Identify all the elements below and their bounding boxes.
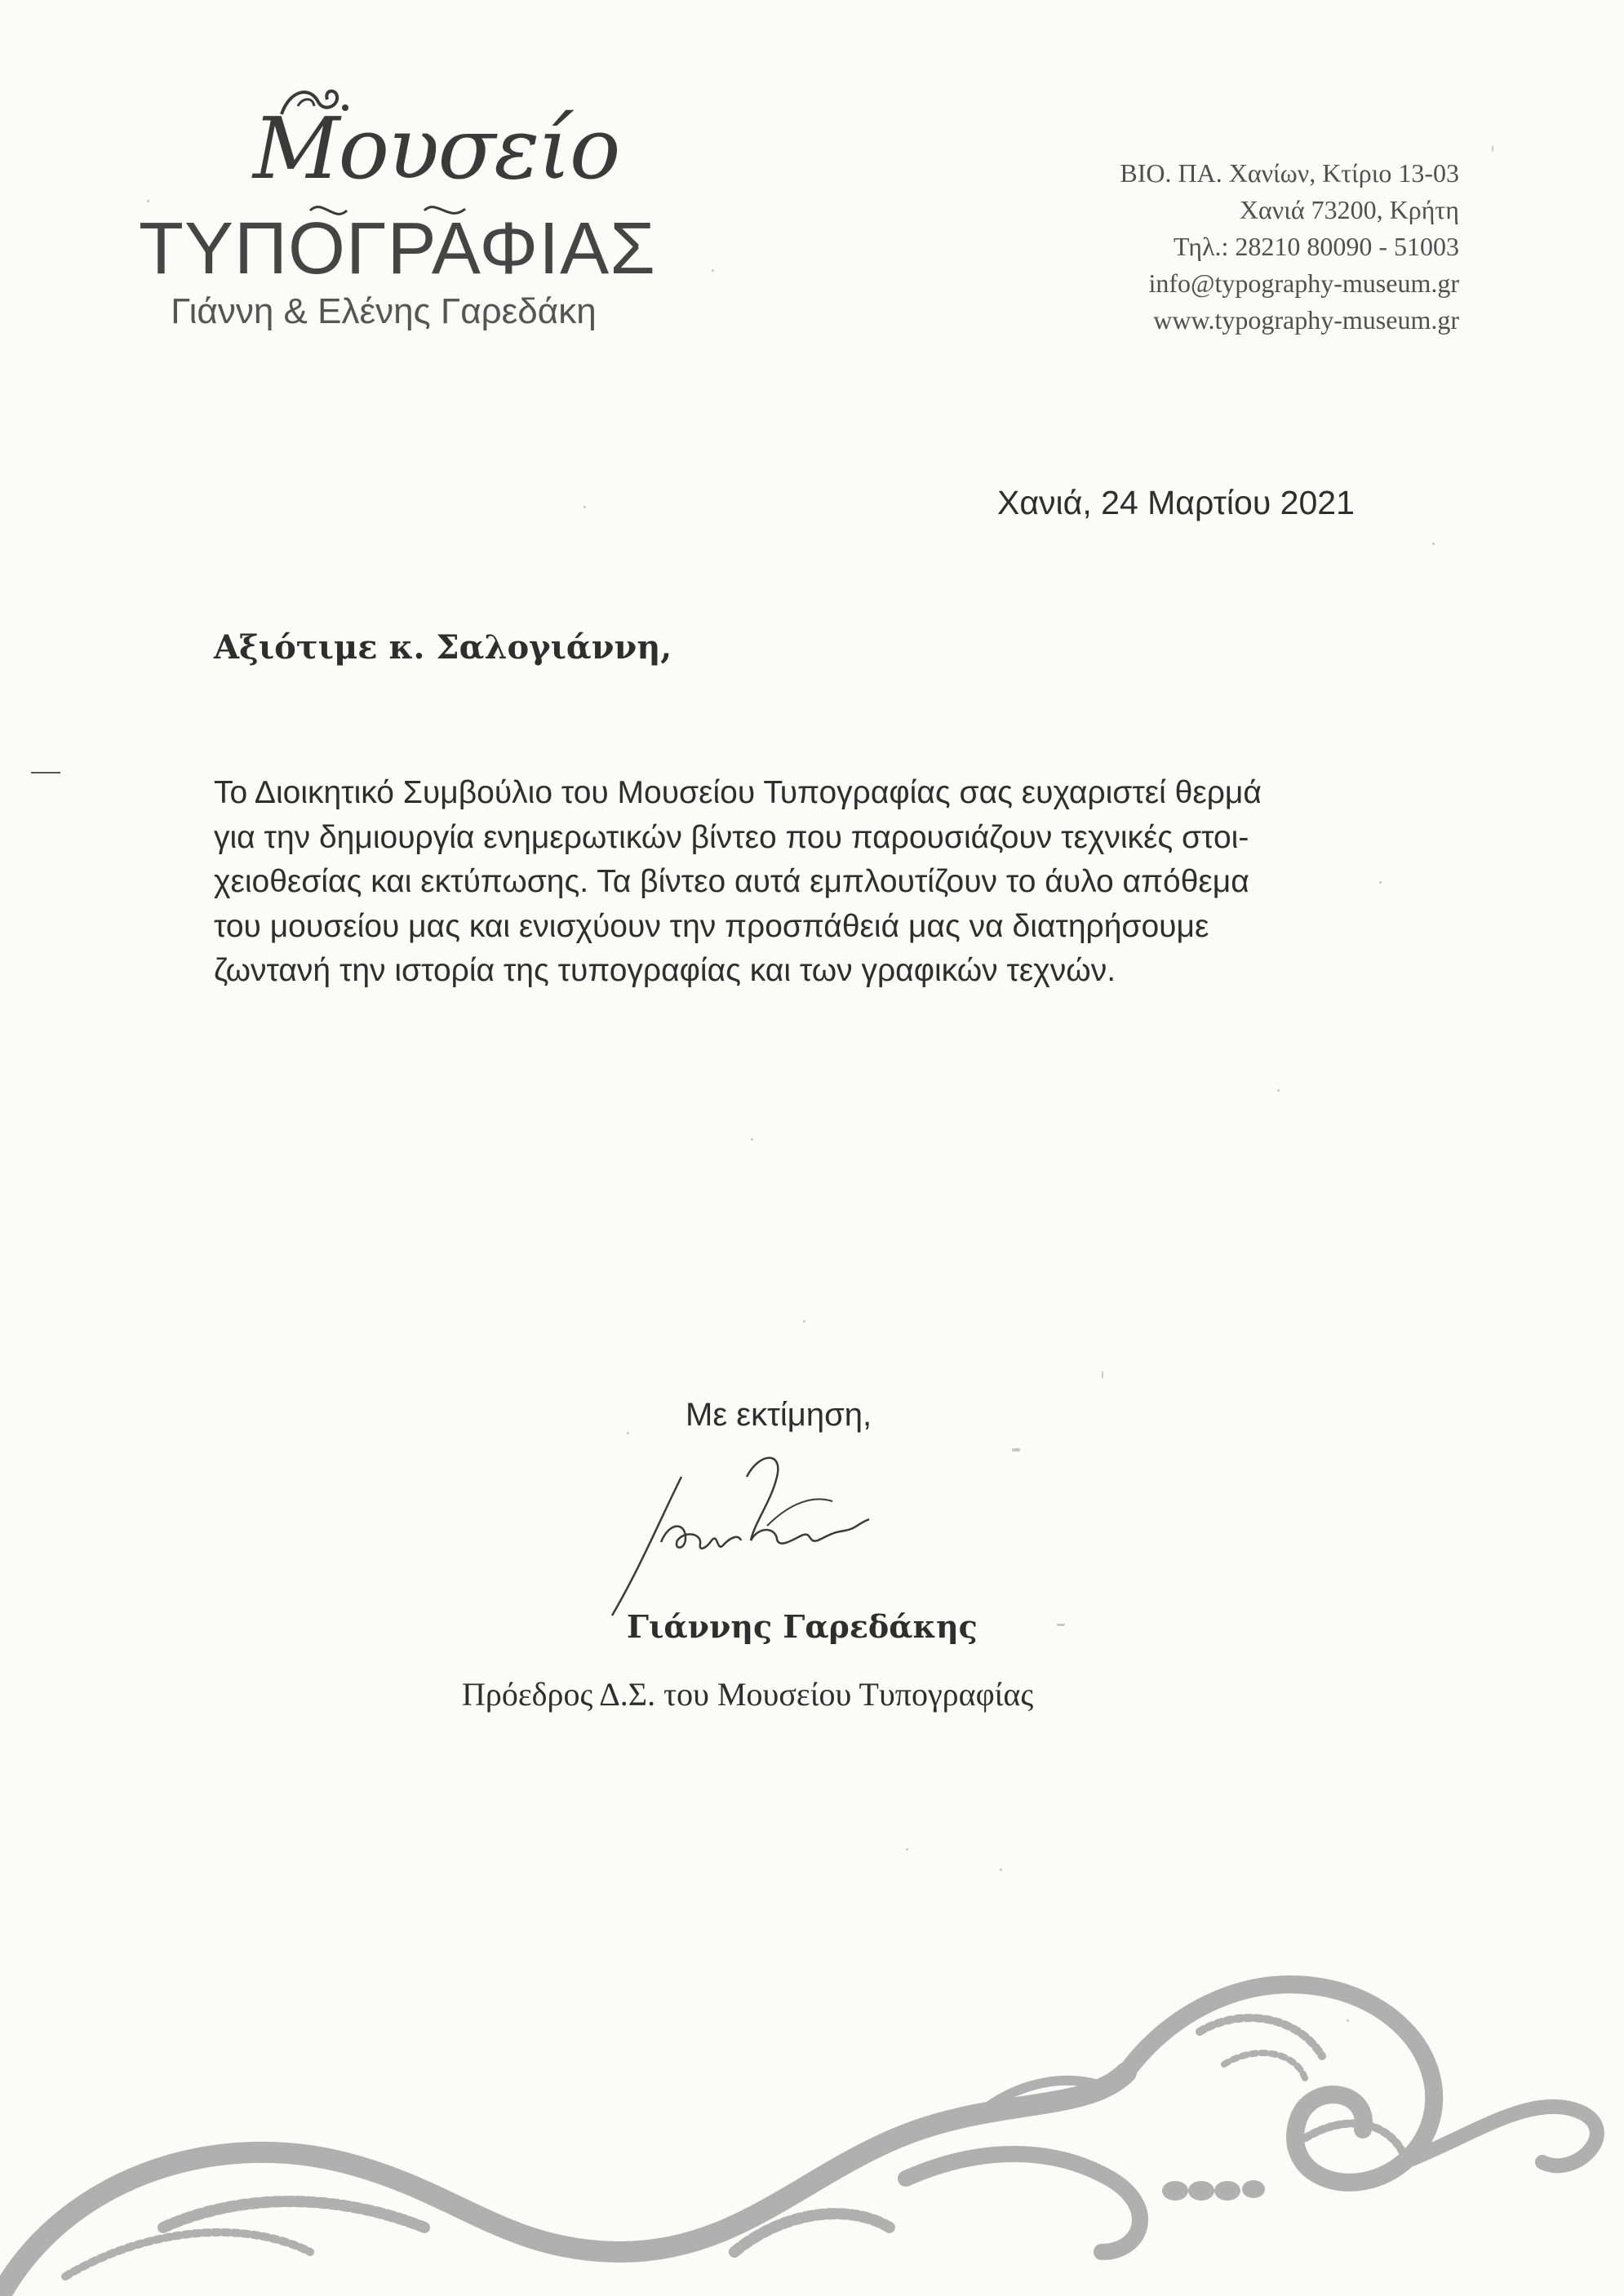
address-block: [1120, 155, 1459, 339]
acanthus-ornament-icon: [0, 1868, 1624, 2296]
body-line: χειοθεσίας και εκτύπωσης. Τα βίντεο αυτά εμπλουτίζουν το άυλο απόθεμα: [214, 864, 1249, 899]
signer-title: Πρόεδρος Δ.Σ. του Μουσείου Τυπογραφίας: [462, 1676, 1034, 1713]
closing: Με εκτίμηση,: [686, 1397, 872, 1433]
paper-speck: [1277, 1089, 1280, 1092]
paper-speck: [1057, 1624, 1065, 1626]
paper-speck: [1432, 543, 1435, 545]
paper-speck: [712, 269, 714, 272]
museum-logo: [139, 82, 661, 343]
paper-speck: [1012, 1448, 1020, 1452]
paper-speck: [627, 1432, 629, 1434]
body-line: Το Διοικητικό Συμβούλιο του Μουσείου Τυπογραφίας σας ευχαριστεί θερμά: [214, 775, 1262, 810]
body-line: για την δημιουργία ενημερωτικών βίντεο που παρουσιάζουν τεχνικές στοι-: [214, 819, 1249, 855]
letter-date: Χανιά, 24 Μαρτίου 2021: [997, 484, 1355, 521]
body-line: του μουσείου μας και ενισχύουν την προσπάθειά μας να διατηρήσουμε: [214, 908, 1209, 944]
paper-speck: [1492, 145, 1493, 152]
handwritten-signature: [563, 1444, 955, 1624]
website-line: www.typography-museum.gr: [1153, 305, 1459, 335]
paper-speck: [906, 1848, 908, 1851]
logo-script-word: Μουσείο: [253, 99, 619, 198]
address-line: Χανιά 73200, Κρήτη: [1239, 195, 1459, 224]
signer-name: Γιάννης Γαρεδάκης: [627, 1608, 978, 1645]
email-line: info@typography-museum.gr: [1148, 268, 1459, 298]
paper-speck: [803, 1320, 805, 1323]
logo-caps-word: ΤΥΠΟΓΡΑΦΙΑΣ: [139, 208, 656, 290]
logo-subtitle: Γιάννη & Ελένης Γαρεδάκη: [171, 291, 597, 331]
paper-speck: [1102, 1371, 1103, 1379]
address-line: ΒΙΟ. ΠΑ. Χανίων, Κτίριο 13-03: [1120, 158, 1459, 188]
paper-speck: [751, 1138, 753, 1141]
salutation: Αξιότιμε κ. Σαλογιάννη,: [214, 628, 672, 667]
letter-body: [214, 771, 1405, 994]
paper-speck: [583, 506, 586, 508]
body-line: ζωντανή την ιστορία της τυπογραφίας και των γραφικών τεχνών.: [214, 953, 1116, 988]
phone-line: Τηλ.: 28210 80090 - 51003: [1173, 232, 1459, 261]
fold-mark: [31, 772, 60, 773]
